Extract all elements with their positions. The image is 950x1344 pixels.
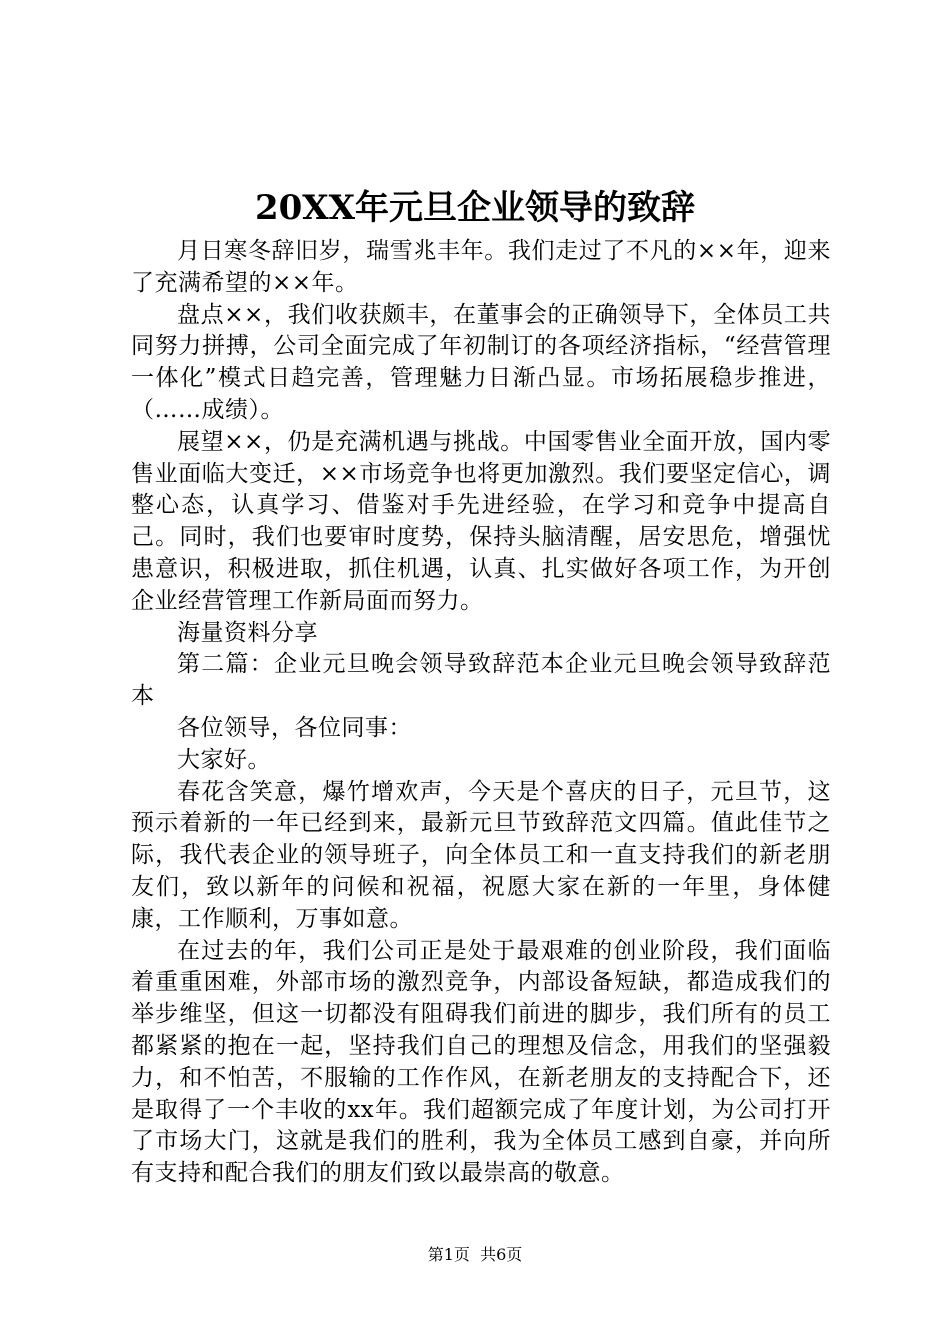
paragraph: 第二篇：企业元旦晚会领导致辞范本企业元旦晚会领导致辞范本	[131, 651, 831, 710]
paragraph: 海量资料分享	[177, 619, 318, 646]
page-number: 第1页	[427, 1245, 470, 1264]
document-title: 20XX年元旦企业领导的致辞	[254, 188, 696, 228]
page-total: 共6页	[480, 1245, 523, 1264]
page-footer	[0, 1244, 950, 1266]
document-body	[131, 236, 831, 1190]
paragraph: 盘点××，我们收获颇丰，在董事会的正确领导下，全体员工共同努力拼搏，公司全面完成了年初制订的各项经济指标，“经营管理一体化”模式日趋完善，管理魅力日渐凸显。市场拓展稳步推进，（……成绩）。	[131, 301, 831, 423]
paragraph: 各位领导，各位同事：	[177, 714, 412, 741]
paragraph: 春花含笑意，爆竹增欢声，今天是个喜庆的日子，元旦节，这预示着新的一年已经到来，最新元旦节致辞范文四篇。值此佳节之际，我代表企业的领导班子，向全体员工和一直支持我们的新老朋友们，致以新年的问候和祝福，祝愿大家在新的一年里，身体健康，工作顺利，万事如意。	[131, 778, 831, 932]
paragraph: 大家好。	[177, 746, 271, 773]
paragraph: 在过去的年，我们公司正是处于最艰难的创业阶段，我们面临着重重困难，外部市场的激烈竞争，内部设备短缺，都造成我们的举步维坚，但这一切都没有阻碍我们前进的脚步，我们所有的员工都紧紧的抱在一起，坚持我们自己的理想及信念，用我们的坚强毅力，和不怕苦，不服输的工作作风，在新老朋友的支持配合下，还是取得了一个丰收的xx年。我们超额完成了年度计划，为公司打开了市场大门，这就是我们的胜利，我为全体员工感到自豪，并向所有支持和配合我们的朋友们致以最崇高的敬意。	[131, 937, 831, 1187]
paragraph: 展望××，仍是充满机遇与挑战。中国零售业全面开放，国内零售业面临大变迁，××市场竞争也将更加激烈。我们要坚定信心，调整心态，认真学习、借鉴对手先进经验，在学习和竞争中提高自己。同时，我们也要审时度势，保持头脑清醒，居安思危，增强忧患意识，积极进取，抓住机遇，认真、扎实做好各项工作，为开创企业经营管理工作新局面而努力。	[131, 428, 831, 614]
paragraph: 月日寒冬辞旧岁，瑞雪兆丰年。我们走过了不凡的××年，迎来了充满希望的××年。	[131, 238, 831, 296]
